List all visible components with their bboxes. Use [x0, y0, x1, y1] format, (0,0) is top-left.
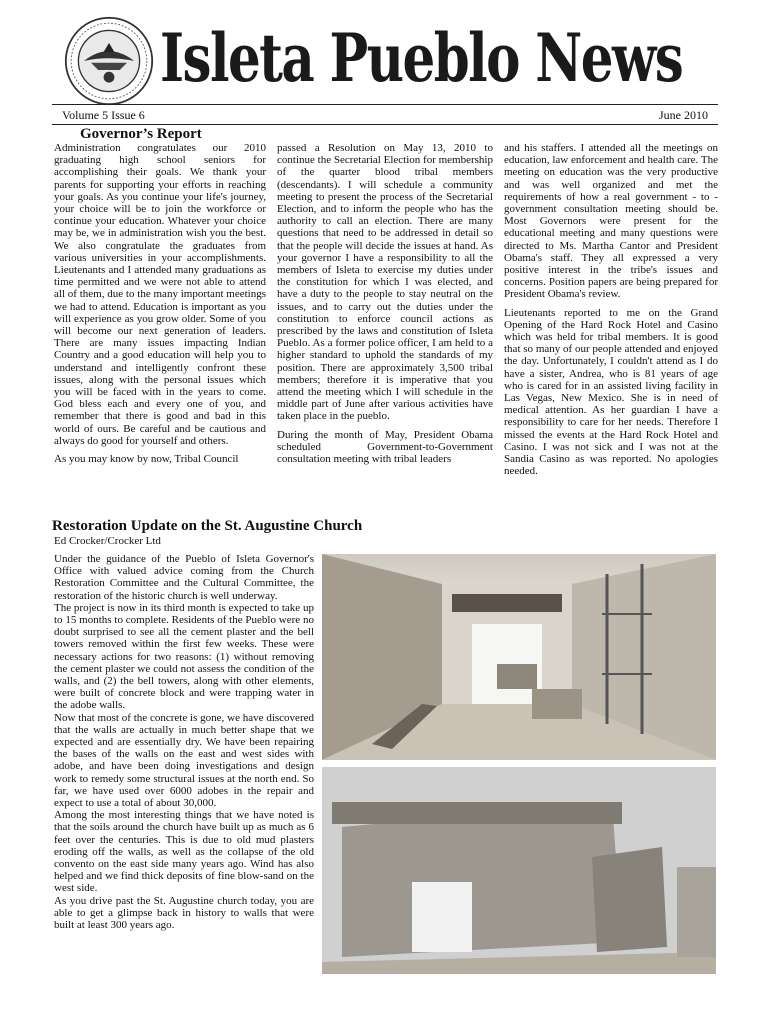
church-exterior-photo	[322, 767, 716, 974]
paragraph: During the month of May, President Obama scheduled Government-to-Government consultation meeting with tribal leaders	[277, 428, 493, 466]
volume-issue: Volume 5 Issue 6	[62, 108, 145, 122]
paragraph: Under the guidance of the Pueblo of Isleta Governor's Office with valued advice coming from the Church Restoration Committee and the Cultural Committee, the restoration of the historic church is well underway.	[54, 553, 314, 602]
governor-column-3	[504, 142, 718, 483]
governor-column-2	[277, 142, 493, 471]
paragraph: Among the most interesting things that we have noted is that the soils around the church have built up as much as 6 feet over the centuries. This is due to old mud plasters eroding off the walls, as well as the collapse of the old convento on the east side many years ago. Wind has also helped and we find thick deposits of fine blow-sand on the west side.	[54, 809, 314, 895]
restoration-body	[54, 553, 314, 931]
paragraph: Now that most of the concrete is gone, we have discovered that the walls are actually in much better shape that we expected and are essentially dry. We have been repairing the bases of the walls on the east and west sides with adobe, and have been doing investigations and design work to remedy some structural issues at the north end. So far, we have used over 6000 adobes in the repair and expect to use a total of about 30,000.	[54, 711, 314, 810]
paragraph: The project is now in its third month is expected to take up to 15 months to complete. Residents of the Pueblo were no doubt surprised to see all the cement plaster and the bell towers removed within the first few weeks. These were necessary actions for two reasons: (1) without removing the cement plaster we could not assess the condition of the walls, and (2) the bell towers, along with other elements, were built of concrete block and were trapping water in the adobe walls.	[54, 601, 314, 712]
paragraph: and his staffers. I attended all the meetings on education, law enforcement and health care. The meeting on education was the very productive and was well organized and met the requirements of how a real government - to - government consultation meeting should be. Most Governors were present for the educational meeting and many questions were directed to Ms. Martha Cantor and President Obama's staff. They all expressed a very positive interest in the tribe's issues and concerns. Position papers are being prepared for President Obama's review.	[504, 142, 718, 301]
restoration-byline: Ed Crocker/Crocker Ltd	[54, 535, 161, 547]
governor-report-title: Governor’s Report	[80, 126, 202, 142]
paragraph: passed a Resolution on May 13, 2010 to continue the Secretarial Election for membership of the quarter blood tribal members (descendants). I will schedule a community meeting to present the process of the Secretarial Election, and to inform the people who has the authority to call an election. There are many questions that need to be addressed in detail so that the people will decide the issues at hand. As your governor I have a responsibility to all the members of Isleta to exercise my duties under the constitution for which I was elected, and have a duty to the people to stay neutral on the issues, and to carry out the duties under the constitution to enforce council actions as prescribed by the laws and constitution of Isleta Pueblo. As a former police officer, I am held to a higher standard to uphold the standards of my position. There are approximately 3,500 tribal members; therefore it is imperative that you attend the meeting which I will schedule in the middle part of June after various activities have taken place in the pueblo.	[277, 142, 493, 423]
masthead-title: Isleta Pueblo News	[160, 19, 683, 97]
paragraph: Lieutenants reported to me on the Grand Opening of the Hard Rock Hotel and Casino which was held for tribal members. It is good that so many of our people attended and enjoyed the day. Unfortunately, I couldn't attend as I do have a sister, Andrea, who is 81 years of age who is cared for in an assisted living facility in Las Vegas, New Mexico. She is in need of medical attention. As her guardian I have a responsibility to care for her needs. Therefore I missed the events at the Hard Rock Hotel and Casino. I was not sick and I was not at the Sandia Casino as was reported. No apologies needed.	[504, 306, 718, 478]
bottom-rule	[52, 124, 718, 125]
governor-column-1	[54, 142, 266, 471]
top-rule	[52, 104, 718, 105]
church-interior-photo	[322, 554, 716, 760]
pueblo-seal-icon	[64, 16, 154, 106]
paragraph: Administration congratulates our 2010 graduating high school seniors for accomplishing their goals. We thank your parents for supporting your efforts in reaching your goals. As you continue your life's journey, your choice will be to join the workforce or continue your education. Whatever your choice may be, we in administration wish you the best. We also congratulate the graduates from various universities in your accomplishments. Lieutenants and I attended many graduations as time permitted and we were not able to attend all of them, due to the many important meetings we had to attend. Education is important as you will experience as you grow older. Some of you will become our next generation of leaders. There are many issues impacting Indian Country and a good education will help you to understand and intelligently confront these issues, along with the personal issues which you will be faced with in the years to come. God bless each and every one of you, and remember that there is good and bad in this world of ours. Be careful and be cautious and always do good for yourself and others.	[54, 142, 266, 447]
restoration-title: Restoration Update on the St. Augustine Church	[52, 518, 363, 534]
issue-date: June 2010	[659, 108, 708, 122]
paragraph: As you drive past the St. Augustine church today, you are able to get a glimpse back in history to walls that were built at least 300 years ago.	[54, 894, 314, 932]
paragraph: As you may know by now, Tribal Council	[54, 453, 239, 466]
